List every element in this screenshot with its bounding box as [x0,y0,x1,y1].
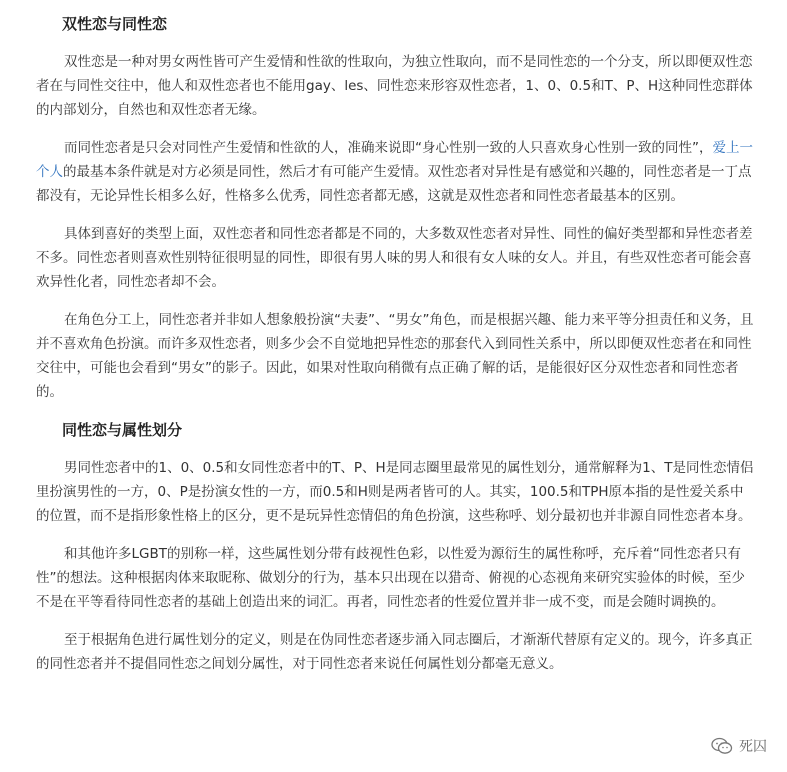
paragraph-preference-types: 具体到喜好的类型上面，双性恋者和同性恋者都是不同的，大多数双性恋者对异性、同性的偏好类型都和异性恋者差不多。同性恋者则喜欢性别特征很明显的同性，即很有男人味的男人和很有女人味的女人。并且，有些双性恋者可能会喜欢异性化者，同性恋者却不会。 [36,226,753,290]
article-body [36,8,756,676]
paragraph-text-after-link: 的最基本条件就是对方必须是同性，然后才有可能产生爱情。双性恋者对异性是有感觉和兴趣的，同性恋者是一丁点都没有，无论异性长相多么好，性格多么优秀，同性恋者都无感，这就是双性恋者和同性恋者最基本的区别。 [36,164,752,204]
section-heading-bisexual-vs-homosexual: 双性恋与同性恋 [62,15,168,33]
paragraph-role-based-definition: 至于根据角色进行属性划分的定义，则是在伪同性恋者逐步涌入同志圈后，才渐渐代替原有定义的。现今，许多真正的同性恋者并不提倡同性恋之间划分属性，对于同性恋者来说任何属性划分都毫无意义。 [36,632,753,672]
paragraph-bisexual-definition: 双性恋是一种对男女两性皆可产生爱情和性欲的性取向，为独立性取向，而不是同性恋的一个分支，所以即便双性恋者在与同性交往中，他人和双性恋者也不能用gay、les、同性恋来形容双性恋者，1、0、0.5和T、P、H这种同性恋群体的内部划分，自然也和双性恋者无缘。 [36,54,753,118]
paragraph-text-before-link: 而同性恋者是只会对同性产生爱情和性欲的人，准确来说即“身心性别一致的人只喜欢身心性别一致的同性”， [64,140,713,156]
wechat-icon [711,737,733,755]
section-heading-attribute-division: 同性恋与属性划分 [62,421,183,439]
paragraph-attribute-labels: 男同性恋者中的1、0、0.5和女同性恋者中的T、P、H是同志圈里最常见的属性划分，通常解释为1、T是同性恋情侣里扮演男性的一方，0、P是扮演女性的一方，而0.5和H则是两者皆可的人。其实，100.5和TPH原本指的是性爱关系中的位置，而不是指形象性格上的区分，更不是玩异性恋情侣的角色扮演，这些称呼、划分最初也并非源自同性恋者本身。 [36,460,754,524]
paragraph-role-division: 在角色分工上，同性恋者并非如人想象般扮演“夫妻”、“男女”角色，而是根据兴趣、能力来平等分担责任和义务，且并不喜欢角色扮演。而许多双性恋者，则多少会不自觉地把异性恋的那套代入到同性关系中，所以即便双性恋者在和同性交往中，可能也会看到“男女”的影子。因此，如果对性取向稍微有点正确了解的话，是能很好区分双性恋者和同性恋者的。 [36,312,754,400]
watermark [711,736,767,756]
paragraph-homosexual-definition [36,136,756,208]
love-someone-link[interactable]: 爱上一个人 [36,140,753,180]
watermark-text: 死囚 [739,739,767,755]
paragraph-discriminatory-labels: 和其他许多LGBT的别称一样，这些属性划分带有歧视性色彩，以性爱为源衍生的属性称呼，充斥着“同性恋者只有性”的想法。这种根据肉体来取昵称、做划分的行为，基本只出现在以猎奇、俯视的心态视角来研究实验体的时候，至少不是在平等看待同性恋者的基础上创造出来的词汇。再者，同性恋者的性爱位置并非一成不变，而是会随时调换的。 [36,546,745,610]
